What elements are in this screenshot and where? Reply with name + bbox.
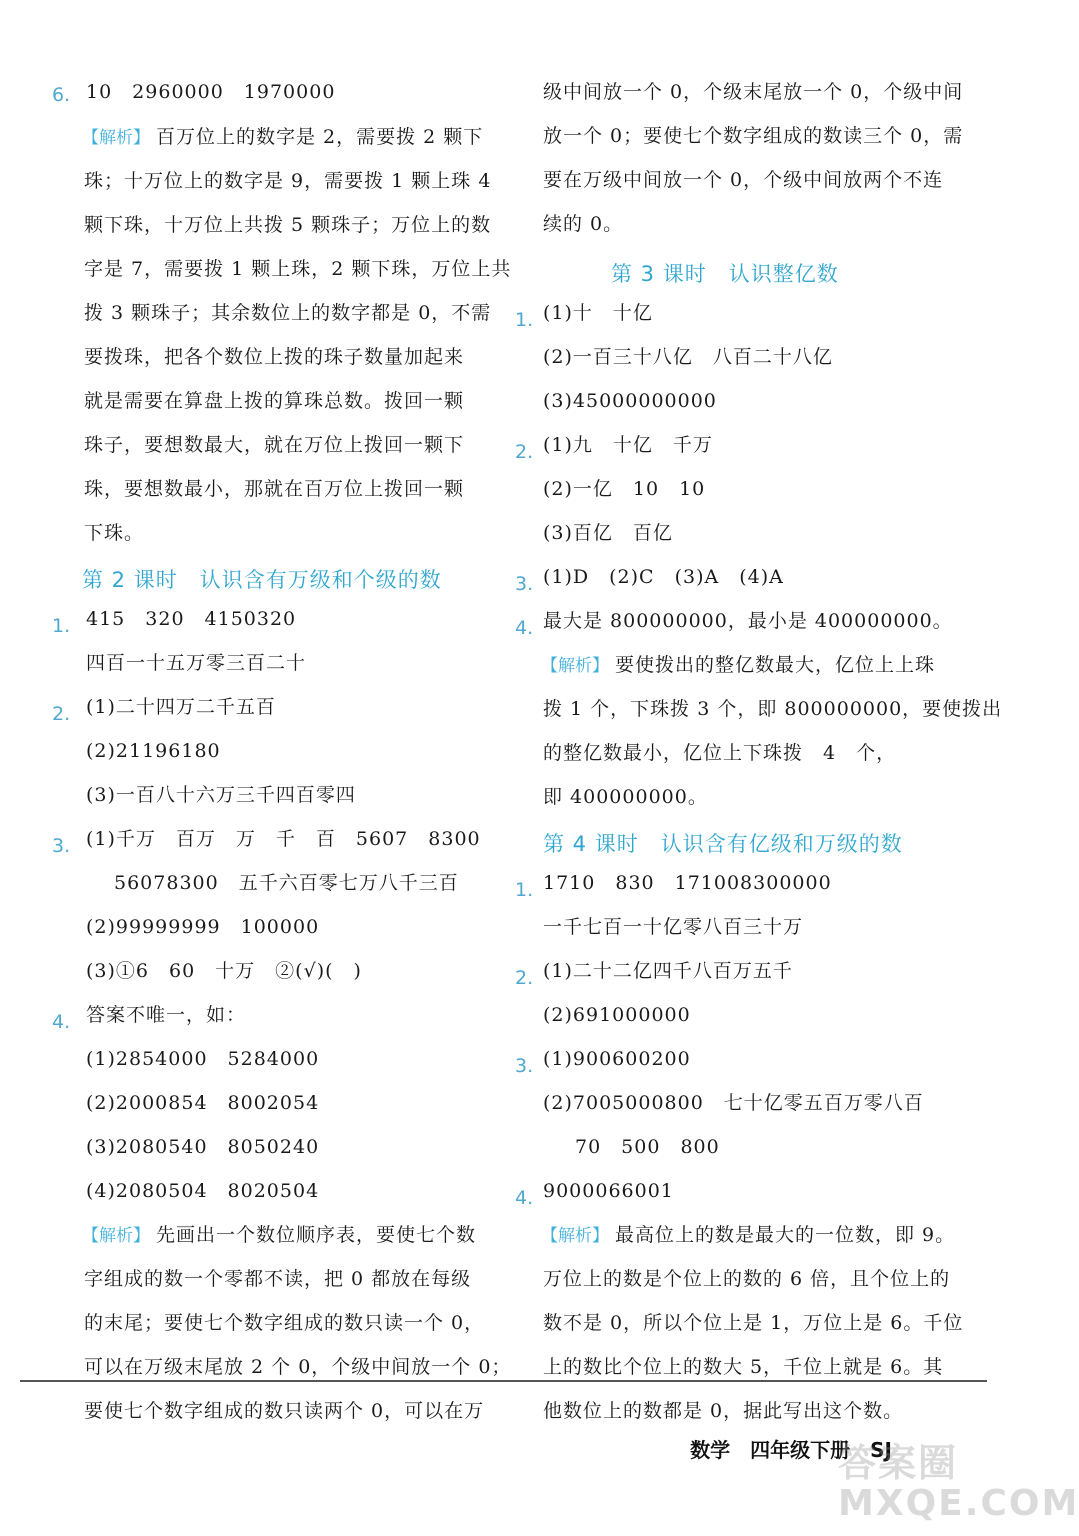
analysis-line: 珠，要想数最小，那就在百万位上拨回一颗	[84, 478, 465, 500]
analysis-tag: 【解析】	[82, 128, 150, 148]
answer-line: (1)二十二亿四千八百万五千	[543, 960, 793, 982]
question-number: 1.	[515, 309, 534, 331]
question-number: 3.	[515, 573, 534, 595]
answer-line: (2)7005000800 七十亿零五百万零八百	[543, 1092, 924, 1114]
analysis-line: 上的数比个位上的数大 5，千位上就是 6。其	[543, 1356, 944, 1378]
analysis-line: 珠；十万位上的数字是 9，需要拨 1 颗上珠 4	[84, 170, 492, 192]
answer-line: (2)一亿 10 10	[543, 478, 706, 500]
analysis-tag: 【解析】	[541, 656, 609, 676]
question-number: 1.	[52, 615, 71, 637]
analysis-line: 万位上的数是个位上的数的 6 倍，且个位上的	[543, 1268, 951, 1290]
analysis-line: 字是 7，需要拨 1 颗上珠，2 颗下珠，万位上共	[84, 258, 512, 280]
answer-line: (1)900600200	[543, 1048, 691, 1070]
question-number: 6.	[52, 84, 71, 106]
analysis-line: 珠子，要想数最大，就在万位上拨回一颗下	[84, 434, 465, 456]
question-number: 4.	[52, 1011, 71, 1033]
analysis-line: 下珠。	[84, 522, 145, 544]
answer-line: (1)九 十亿 千万	[543, 434, 713, 456]
answer-line: 最大是 800000000，最小是 400000000。	[543, 610, 953, 632]
analysis-line: 续的 0。	[543, 213, 624, 235]
question-number: 4.	[515, 617, 534, 639]
analysis-line: 【解析】 最高位上的数是最大的一位数，即 9。	[539, 1222, 955, 1249]
analysis-line: 放一个 0；要使七个数字组成的数读三个 0，需	[543, 125, 964, 147]
answer-line: (2)一百三十八亿 八百二十八亿	[543, 346, 833, 368]
analysis-line: 【解析】 要使拨出的整亿数最大，亿位上上珠	[539, 652, 935, 679]
analysis-line: 级中间放一个 0，个级末尾放一个 0，个级中间	[543, 81, 964, 103]
answer-line: 四百一十五万零三百二十	[86, 652, 307, 674]
analysis-line: 字组成的数一个零都不读，把 0 都放在每级	[84, 1268, 472, 1290]
analysis-line: 即 400000000。	[543, 786, 708, 808]
analysis-line: 数不是 0，所以个位上是 1，万位上是 6。千位	[543, 1312, 964, 1334]
answer-line: (4)2080504 8020504	[86, 1180, 320, 1202]
answer-line: 9000066001	[543, 1180, 674, 1202]
answer-line: (3)①6 60 十万 ②(√)( )	[86, 960, 362, 982]
lesson-title: 第 4 课时 认识含有亿级和万级的数	[543, 832, 903, 856]
analysis-line: 拨 3 颗珠子；其余数位上的数字都是 0，不需	[84, 302, 492, 324]
lesson-title: 第 3 课时 认识整亿数	[611, 262, 839, 286]
answer-line: 一千七百一十亿零八百三十万	[543, 916, 804, 938]
question-number: 2.	[515, 441, 534, 463]
answer-line: (1)2854000 5284000	[86, 1048, 320, 1070]
answer-line: 1710 830 171008300000	[543, 872, 832, 894]
question-number: 1.	[515, 879, 534, 901]
analysis-line: 要拨珠，把各个数位上拨的珠子数量加起来	[84, 346, 465, 368]
watermark	[838, 1442, 1079, 1524]
analysis-tag: 【解析】	[82, 1226, 150, 1246]
analysis-line: 的整亿数最小，亿位上下珠拨 4 个，	[543, 742, 897, 764]
analysis-line: 【解析】 百万位上的数字是 2，需要拨 2 颗下	[80, 124, 483, 151]
answer-line: (3)2080540 8050240	[86, 1136, 320, 1158]
answer-line: 56078300 五千六百零七万八千三百	[114, 872, 459, 894]
question-number: 3.	[515, 1055, 534, 1077]
answer-line: 70 500 800	[575, 1136, 720, 1158]
analysis-line: 【解析】 先画出一个数位顺序表，要使七个数	[80, 1222, 476, 1249]
analysis-line: 就是需要在算盘上拨的算珠总数。拨回一颗	[84, 390, 465, 412]
watermark-text: 答案圈	[838, 1441, 959, 1485]
question-number: 2.	[515, 967, 534, 989]
analysis-line: 要使七个数字组成的数只读两个 0，可以在万	[84, 1400, 485, 1422]
answer-line: (3)一百八十六万三千四百零四	[86, 784, 356, 806]
answer-line: (1)二十四万二千五百	[86, 696, 276, 718]
answer-line: (2)2000854 8002054	[86, 1092, 320, 1114]
analysis-line: 可以在万级末尾放 2 个 0，个级中间放一个 0；	[84, 1356, 512, 1378]
watermark-url: MXQE.COM	[838, 1483, 1079, 1524]
question-number: 4.	[515, 1187, 534, 1209]
analysis-line: 要在万级中间放一个 0，个级中间放两个不连	[543, 169, 944, 191]
answer-line: (2)21196180	[86, 740, 221, 762]
analysis-tag: 【解析】	[541, 1226, 609, 1246]
answer-line: 10 2960000 1970000	[86, 81, 336, 103]
analysis-line: 拨 1 个，下珠拨 3 个，即 800000000，要使拨出	[543, 698, 1003, 720]
answer-line: (3)45000000000	[543, 390, 717, 412]
answer-line: (2)99999999 100000	[86, 916, 320, 938]
answer-line: (1)D (2)C (3)A (4)A	[543, 566, 784, 588]
analysis-line: 颗下珠，十万位上共拨 5 颗珠子；万位上的数	[84, 214, 492, 236]
answer-line: 答案不唯一，如：	[86, 1004, 247, 1026]
page-footer: 数学 四年级下册 SJ	[690, 1438, 892, 1462]
lesson-title: 第 2 课时 认识含有万级和个级的数	[82, 568, 442, 592]
question-number: 2.	[52, 703, 71, 725]
answer-line: (1)十 十亿	[543, 302, 653, 324]
analysis-line: 的末尾；要使七个数字组成的数只读一个 0，	[84, 1312, 485, 1334]
question-number: 3.	[52, 835, 71, 857]
answer-line: (2)691000000	[543, 1004, 691, 1026]
answer-line: 415 320 4150320	[86, 608, 297, 630]
answer-line: (1)千万 百万 万 千 百 5607 8300	[86, 828, 481, 850]
footer-rule	[20, 1380, 987, 1382]
analysis-line: 他数位上的数都是 0，据此写出这个数。	[543, 1400, 904, 1422]
answer-line: (3)百亿 百亿	[543, 522, 673, 544]
